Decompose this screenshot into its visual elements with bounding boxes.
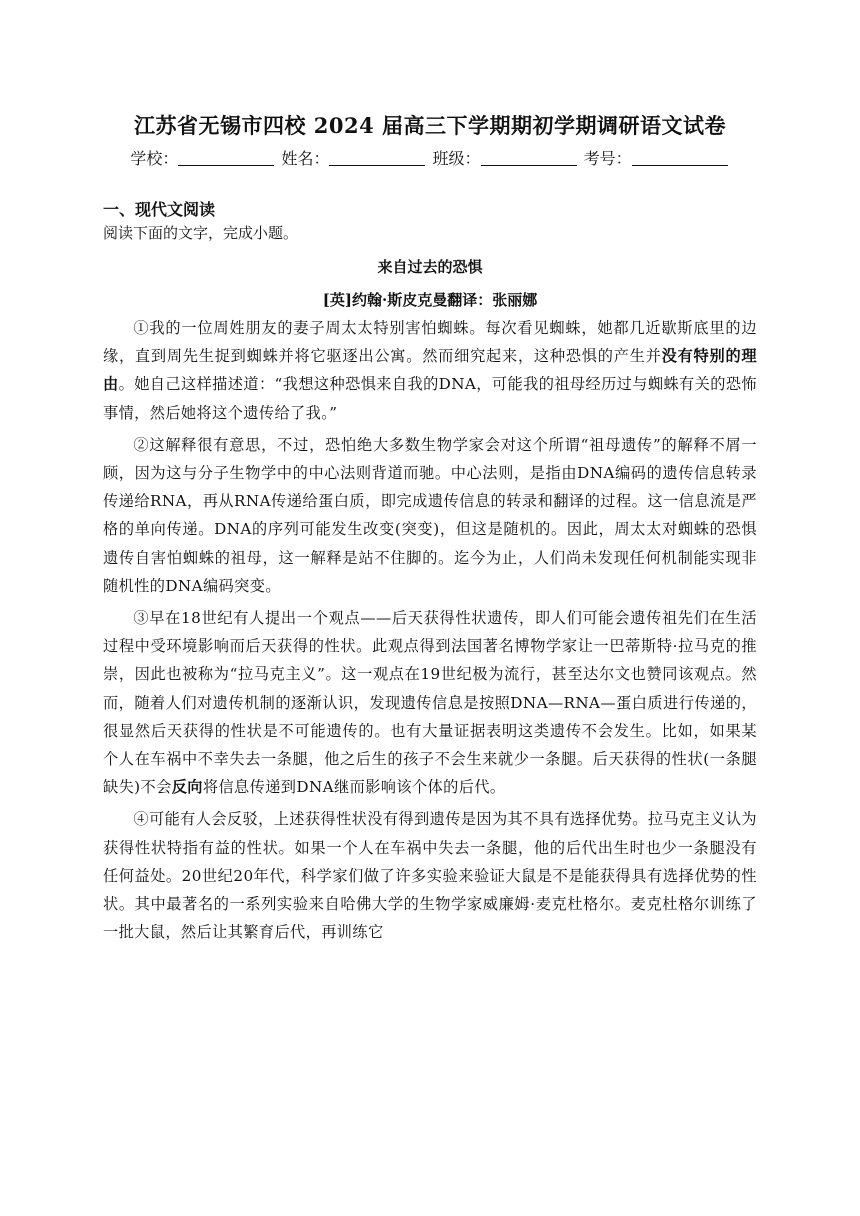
exam-number-blank[interactable] [632,151,728,166]
exam-title: 江苏省无锡市四校 2024 届高三下学期期初学期调研语文试卷 [133,113,727,138]
paragraph-4-text: ④可能有人会反驳，上述获得性状没有得到遗传是因为其不具有选择优势。拉马克主义认为获得性状特指有益的性状。如果一个人在车祸中失去一条腿，他的后代出生时也少一条腿没有任何益处。20世纪20年代，科学家们做了许多实验来验证大鼠是不是能获得具有选择优势的性状。其中最著名的一系列实验来自哈佛大学的生物学家威廉姆·麦克杜格尔。麦克杜格尔训练了一批大鼠，然后让其繁育后代，再训练它 [103,810,757,942]
school-label: 学校： [130,149,179,168]
paragraph-3-text: ③早在18世纪有人提出一个观点——后天获得性状遗传，即人们可能会遗传祖先们在生活过程中受环境影响而后天获得的性状。此观点得到法国著名博物学家让一巴蒂斯特·拉马克的推崇，因此也被称为“拉马克主义”。这一观点在19世纪极为流行，甚至达尔文也赞同该观点。然而，随着人们对遗传机制的逐渐认识，发现遗传信息是按照DNA—RNA—蛋白质进行传递的，很显然后天获得的性状是不可能遗传的。也有大量证据表明这类遗传不会发生。比如，如果某个人在车祸中不幸失去一条腿，他之后生的孩子不会生来就少一条腿。后天获得的性状(一条腿缺失)不会 [103,609,757,797]
paragraph-3-text-end: 将信息传递到DNA继而影响该个体的后代。 [202,778,506,797]
article-body [103,314,757,946]
article-author: [英]约翰·斯皮克曼翻译：张丽娜 [322,291,538,309]
paragraph-1-text: ①我的一位周姓朋友的妻子周太太特别害怕蜘蛛。每次看见蜘蛛，她都几近歇斯底里的边缘，直到周先生捉到蜘蛛并将它驱逐出公寓。然而细究起来，这种恐惧的产生并 [103,319,757,366]
section-heading: 一、现代文阅读 [103,200,216,219]
paragraph-4 [103,805,757,946]
exam-number-label: 考号： [583,149,632,168]
name-label: 姓名： [281,149,330,168]
paragraph-3 [103,604,757,801]
paragraph-2 [103,431,757,600]
class-blank[interactable] [481,151,577,166]
paragraph-1 [103,314,757,427]
student-info-line [0,146,860,169]
paragraph-1-text-end: 。她自己这样描述道：“我想这种恐惧来自我的DNA，可能我的祖母经历过与蜘蛛有关的恐怖事情，然后她将这个遗传给了我。” [103,375,758,422]
paragraph-3-bold: 反向 [171,778,203,797]
school-blank[interactable] [178,151,274,166]
instruction-text: 阅读下面的文字，完成小题。 [103,224,299,242]
article-title: 来自过去的恐惧 [377,258,483,276]
class-label: 班级： [432,149,481,168]
name-blank[interactable] [329,151,425,166]
paragraph-1-bold: 没有特别的理由 [103,347,757,394]
paragraph-2-text: ②这解释很有意思，不过，恐怕绝大多数生物学家会对这个所谓“祖母遗传”的解释不屑一顾，因为这与分子生物学中的中心法则背道而驰。中心法则，是指由DNA编码的遗传信息转录传递给RNA，再从RNA传递给蛋白质，即完成遗传信息的转录和翻译的过程。这一信息流是严格的单向传递。DNA的序列可能发生改变(突变)，但这是随机的。因此，周太太对蜘蛛的恐惧遗传自害怕蜘蛛的祖母，这一解释是站不住脚的。迄今为止，人们尚未发现任何机制能实现非随机性的DNA编码突变。 [103,435,757,595]
